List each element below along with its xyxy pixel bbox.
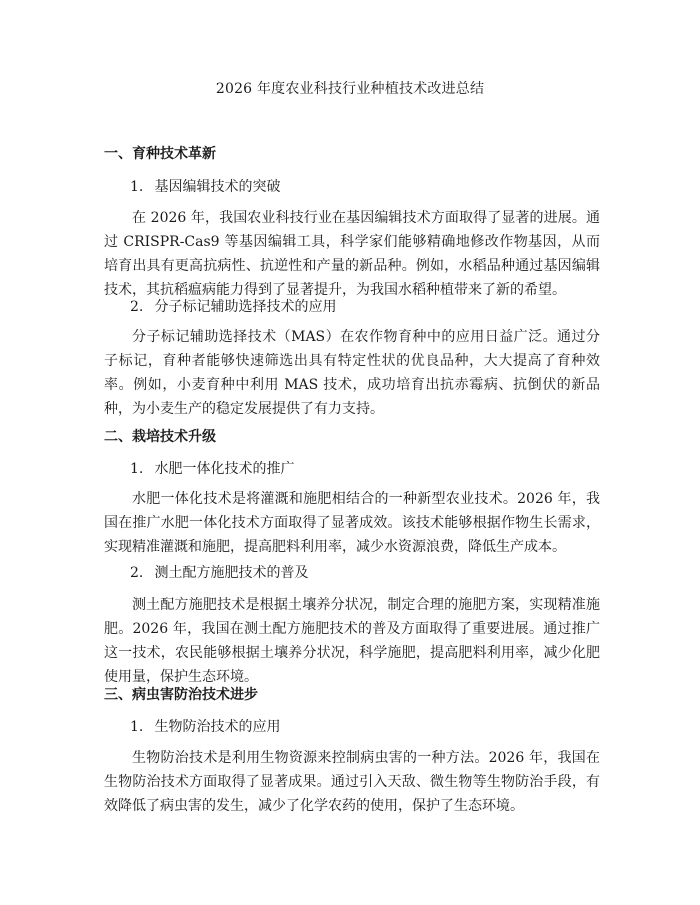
paragraph: 水肥一体化技术是将灌溉和施肥相结合的一种新型农业技术。2026 年，我国在推广水肥一体化技术方面取得了显著成效。该技术能够根据作物生长需求，实现精准灌溉和施肥，提高肥料利用率，减少水资源浪费，降低生产成本。 [104, 491, 600, 555]
section-heading-pest-control: 三、病虫害防治技术进步 [104, 687, 258, 703]
paragraph: 分子标记辅助选择技术（MAS）在农作物育种中的应用日益广泛。通过分子标记，育种者能够快速筛选出具有特定性状的优良品种，大大提高了育种效率。例如，小麦育种中利用 MAS 技术，成功培育出抗赤霉病、抗倒伏的新品种，为小麦生产的稳定发展提供了有力支持。 [104, 329, 600, 417]
subsection-heading [130, 297, 336, 317]
subsection-number: 2. [130, 565, 144, 581]
subsection-title: 分子标记辅助选择技术的应用 [154, 299, 337, 315]
subsection-number: 2. [130, 299, 144, 315]
subsection-number: 1. [130, 461, 144, 477]
subsection-title: 生物防治技术的应用 [154, 719, 281, 735]
subsection-title: 测土配方施肥技术的普及 [154, 565, 309, 581]
subsection-heading [130, 717, 280, 737]
subsection-title: 基因编辑技术的突破 [154, 179, 281, 195]
subsection-heading [130, 177, 280, 197]
subsection-heading [130, 459, 294, 479]
subsection-heading [130, 563, 308, 583]
section-heading-breeding: 一、育种技术革新 [104, 146, 216, 162]
paragraph: 在 2026 年，我国农业科技行业在基因编辑技术方面取得了显著的进展。通过 CRISPR-Cas9 等基因编辑工具，科学家们能够精确地修改作物基因，从而培育出具有更高抗病性、抗逆性和产量的新品种。例如，水稻品种通过基因编辑技术，其抗稻瘟病能力得到了显著提升，为我国水稻种植带来了新的希望。 [104, 210, 600, 298]
paragraph: 测土配方施肥技术是根据土壤养分状况，制定合理的施肥方案，实现精准施肥。2026 年，我国在测土配方施肥技术的普及方面取得了重要进展。通过推广这一技术，农民能够根据土壤养分状况，科学施肥，提高肥料利用率，减少化肥使用量，保护生态环境。 [104, 597, 600, 685]
section-heading-cultivation: 二、栽培技术升级 [104, 429, 216, 445]
paragraph: 生物防治技术是利用生物资源来控制病虫害的一种方法。2026 年，我国在生物防治技术方面取得了显著成果。通过引入天敌、微生物等生物防治手段，有效降低了病虫害的发生，减少了化学农药的使用，保护了生态环境。 [104, 750, 600, 814]
subsection-number: 1. [130, 179, 144, 195]
document-title: 2026 年度农业科技行业种植技术改进总结 [215, 81, 485, 97]
subsection-title: 水肥一体化技术的推广 [154, 461, 295, 477]
subsection-number: 1. [130, 719, 144, 735]
